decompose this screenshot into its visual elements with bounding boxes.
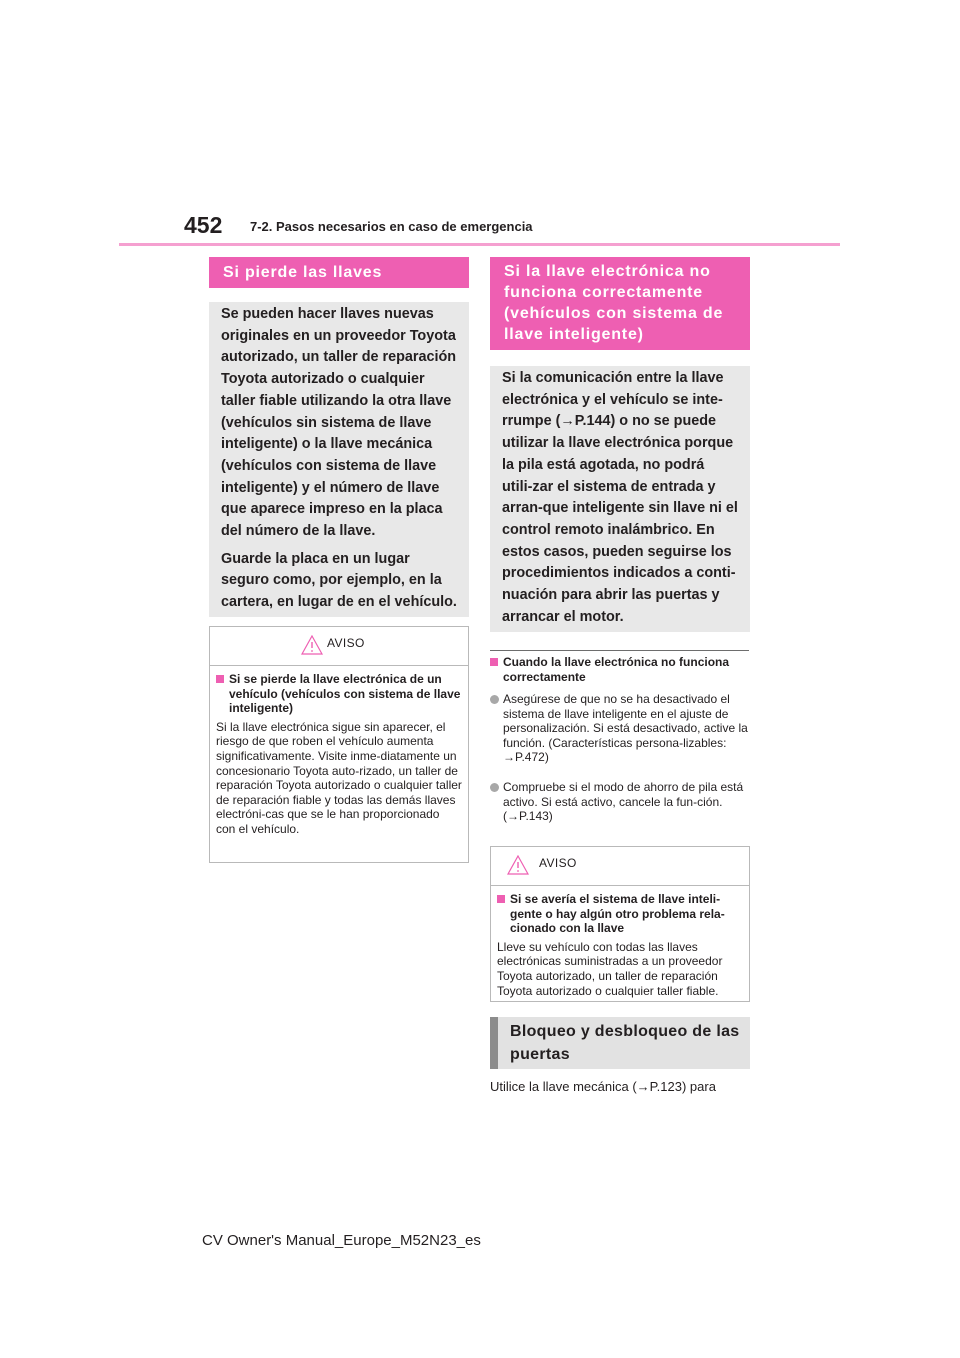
round-bullet-icon <box>490 695 499 704</box>
aviso-item-heading: Si se avería el sistema de llave inteli-gente o hay algún otro problema rela-cionado con la llave <box>510 892 725 936</box>
door-lock-heading: Bloqueo y desbloqueo de las puertas <box>490 1017 750 1069</box>
aviso-item <box>497 892 743 936</box>
bullet-item <box>490 692 752 765</box>
warning-triangle-icon <box>301 635 323 655</box>
key-malfunction-info-box <box>490 366 750 632</box>
section-title: 7-2. Pasos necesarios en caso de emergencia <box>250 219 533 234</box>
aviso-header <box>491 847 749 886</box>
malfunction-subheading <box>490 655 752 684</box>
aviso-text: Si la llave electrónica sigue sin aparecer, el riesgo de que roben el vehículo aumenta significativamente. Visite inme-diatamente un concesionario Toyota auto-rizado, un taller de reparación Toyota autorizado o cualquier taller de reparación fiable y todas las demás llaves electróni-cas que se le han proporcionado con el vehículo. <box>216 719 462 836</box>
aviso-title: AVISO <box>539 856 577 870</box>
aviso-body <box>491 886 749 998</box>
key-malfunction-paragraph: Si la comunicación entre la llave electrónica y el vehículo se inte-rrumpe (→P.144) o no se puede utilizar la llave electrónica porque la pila está agotada, no podrá utili-zar el sistema de entrada y arran-que inteligente sin llave ni el control remoto inalámbrico. En estos casos, pueden seguirse los procedimientos indicados a conti-nuación para abrir las puertas y arrancar el motor. <box>502 370 738 625</box>
square-bullet-icon <box>216 675 224 683</box>
page-number: 452 <box>184 212 223 238</box>
round-bullet-icon <box>490 783 499 792</box>
footer-text: CV Owner's Manual_Europe_M52N23_es <box>202 1232 481 1249</box>
aviso-header <box>210 627 468 666</box>
header-divider <box>119 243 840 246</box>
subheading-rule <box>490 650 749 651</box>
lost-keys-paragraph-2: Guarde la placa en un lugar seguro como, por ejemplo, en la cartera, en lugar de en el vehículo. <box>221 550 457 611</box>
bullet-text: Asegúrese de que no se ha desactivado el sistema de llave inteligente en el ajuste de personalización. Si está desactivado, active la función. (Características persona-lizables: →P.472) <box>503 692 748 765</box>
square-bullet-icon <box>490 658 498 666</box>
square-bullet-icon <box>497 895 505 903</box>
lost-keys-info-box <box>209 302 469 617</box>
aviso-title: AVISO <box>327 636 365 650</box>
aviso-box-left <box>209 626 469 863</box>
bullet-text: Compruebe si el modo de ahorro de pila está activo. Si está activo, cancele la fun-ción. (→P.143) <box>503 780 744 824</box>
aviso-item <box>216 672 462 716</box>
malfunction-subheading-text: Cuando la llave electrónica no funciona correctamente <box>503 655 730 684</box>
aviso-item-heading: Si se pierde la llave electrónica de un vehículo (vehículos con sistema de llave inteligente) <box>229 672 461 716</box>
lost-keys-paragraph-1: Se pueden hacer llaves nuevas originales en un proveedor Toyota autorizado, un taller de reparación Toyota autorizado o cualquier taller fiable utilizando la otra llave (vehículos sin sistema de llave inteligente) o la llave mecánica (vehículos con sistema de llave inteligente) y el número de llave que aparece impreso en la placa del número de la llave. <box>221 306 457 540</box>
lost-keys-heading: Si pierde las llaves <box>209 257 469 288</box>
warning-triangle-icon <box>507 855 529 875</box>
aviso-text: Lleve su vehículo con todas las llaves electrónicas suministradas a un proveedor Toyota autorizado, un taller de reparación Toyota autorizado o cualquier taller fiable. <box>497 939 723 998</box>
door-lock-body-text: Utilice la llave mecánica (→P.123) para <box>490 1079 716 1094</box>
aviso-box-right <box>490 846 750 1002</box>
key-malfunction-heading: Si la llave electrónica no funciona correctamente (vehículos con sistema de llave inteligente) <box>490 257 750 350</box>
bullet-item <box>490 780 752 824</box>
aviso-body <box>210 666 468 837</box>
